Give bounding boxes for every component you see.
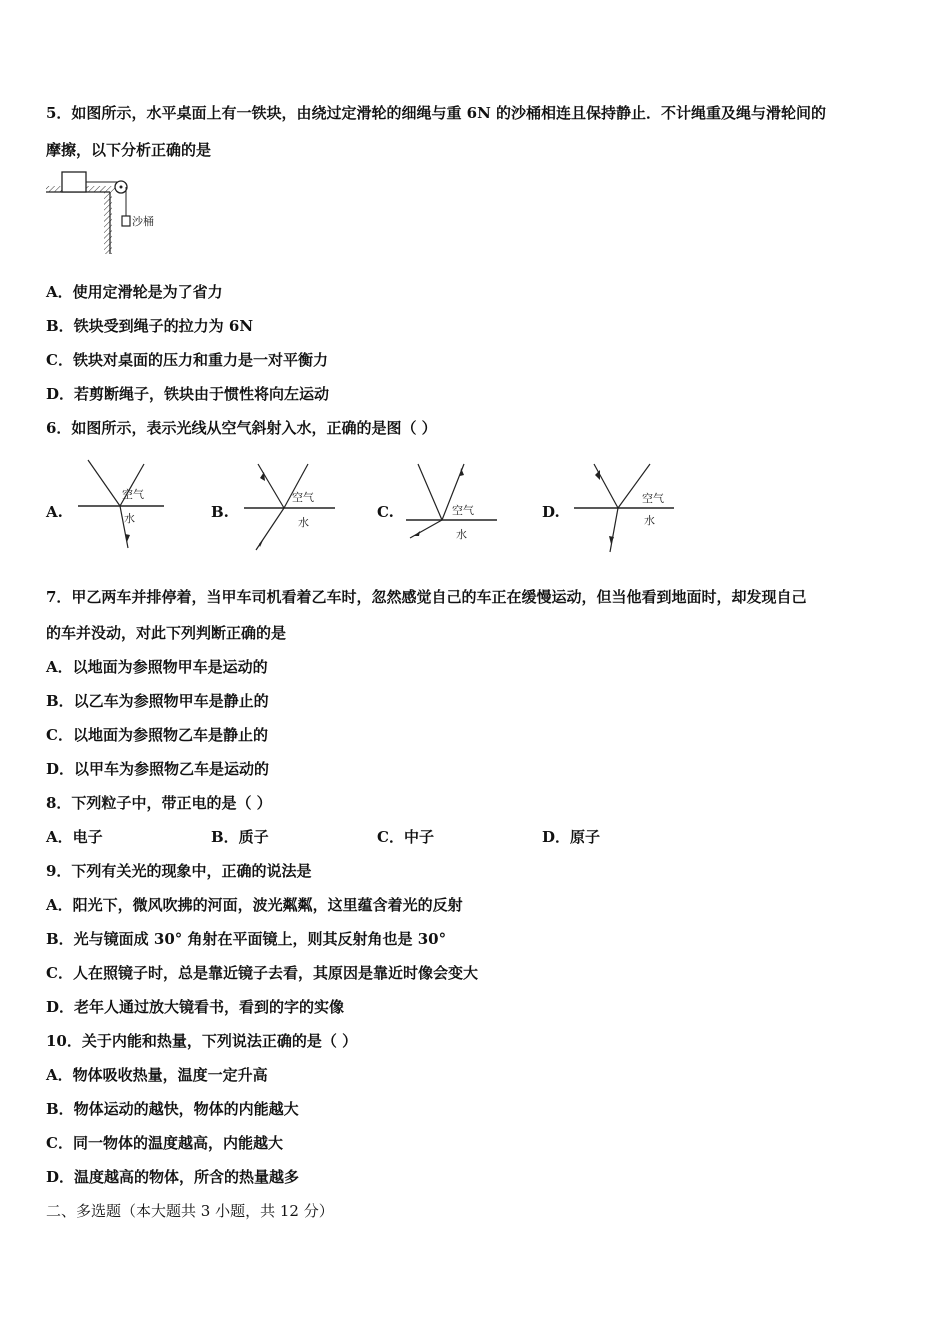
q8-option-a: A．电子 (46, 828, 103, 846)
q10-stem: 10．关于内能和热量，下列说法正确的是（ ） (46, 1032, 358, 1050)
refraction-figure-d (570, 458, 680, 558)
water-label-c: 水 (456, 528, 467, 541)
q5-stem-line1: 5．如图所示，水平桌面上有一铁块，由绕过定滑轮的细绳与重 6N 的沙桶相连且保持静止．不计绳重及绳与滑轮间的 (46, 104, 827, 122)
q5-option-d: D．若剪断绳子，铁块由于惯性将向左运动 (46, 385, 330, 403)
q5-option-a: A．使用定滑轮是为了省力 (46, 283, 223, 301)
q5-stem-line2: 摩擦，以下分析正确的是 (46, 141, 212, 159)
q10-option-d: D．温度越高的物体，所含的热量越多 (46, 1168, 300, 1186)
air-label-d: 空气 (642, 492, 664, 505)
q9-option-d: D．老年人通过放大镜看书，看到的字的实像 (46, 998, 345, 1016)
q8-stem: 8．下列粒子中，带正电的是（ ） (46, 794, 272, 812)
iron-block (62, 172, 86, 192)
water-label-d: 水 (644, 514, 655, 527)
section-title: 二、多选题（本大题共 3 小题，共 12 分） (46, 1202, 334, 1220)
q9-option-a: A．阳光下，微风吹拂的河面，波光粼粼，这里蕴含着光的反射 (46, 896, 463, 914)
air-label-c: 空气 (452, 504, 474, 517)
q7-option-a: A．以地面为参照物甲车是运动的 (46, 658, 268, 676)
q8-option-b: B．质子 (211, 828, 269, 846)
air-label-a: 空气 (122, 488, 144, 501)
q7-option-b: B．以乙车为参照物甲车是静止的 (46, 692, 269, 710)
q7-option-d: D．以甲车为参照物乙车是运动的 (46, 760, 270, 778)
q6-label-b: B. (211, 503, 229, 521)
q7-option-c: C．以地面为参照物乙车是静止的 (46, 726, 268, 744)
q10-option-c: C．同一物体的温度越高，内能越大 (46, 1134, 283, 1152)
refraction-figure-b (242, 458, 337, 558)
q6-stem: 6．如图所示，表示光线从空气斜射入水，正确的是图（ ） (46, 419, 437, 437)
q9-option-b: B．光与镜面成 30° 角射在平面镜上，则其反射角也是 30° (46, 930, 447, 948)
bucket-label: 沙桶 (132, 215, 154, 228)
q10-option-b: B．物体运动的越快，物体的内能越大 (46, 1100, 299, 1118)
refraction-figure-a (76, 456, 166, 556)
air-label-b: 空气 (292, 491, 314, 504)
q6-label-d: D. (542, 503, 560, 521)
sand-bucket (122, 216, 130, 226)
table-leg-hatch (104, 192, 112, 254)
q7-stem-line2: 的车并没动，对此下列判断正确的是 (46, 624, 287, 642)
q6-label-a: A. (46, 503, 63, 521)
q10-option-a: A．物体吸收热量，温度一定升高 (46, 1066, 268, 1084)
refraction-figure-c (404, 458, 499, 558)
water-label-b: 水 (298, 516, 309, 529)
water-label-a: 水 (124, 512, 135, 525)
q9-stem: 9．下列有关光的现象中，正确的说法是 (46, 862, 312, 880)
q8-option-c: C．中子 (377, 828, 434, 846)
pulley-diagram (44, 168, 164, 256)
q9-option-c: C．人在照镜子时，总是靠近镜子去看，其原因是靠近时像会变大 (46, 964, 478, 982)
q8-option-d: D．原子 (542, 828, 601, 846)
q7-stem-line1: 7．甲乙两车并排停着，当甲车司机看着乙车时，忽然感觉自己的车正在缓慢运动，但当他看到地面时，却发现自己 (46, 588, 807, 606)
q5-option-c: C．铁块对桌面的压力和重力是一对平衡力 (46, 351, 328, 369)
q6-label-c: C. (377, 503, 394, 521)
q5-option-b: B．铁块受到绳子的拉力为 6N (46, 317, 254, 335)
